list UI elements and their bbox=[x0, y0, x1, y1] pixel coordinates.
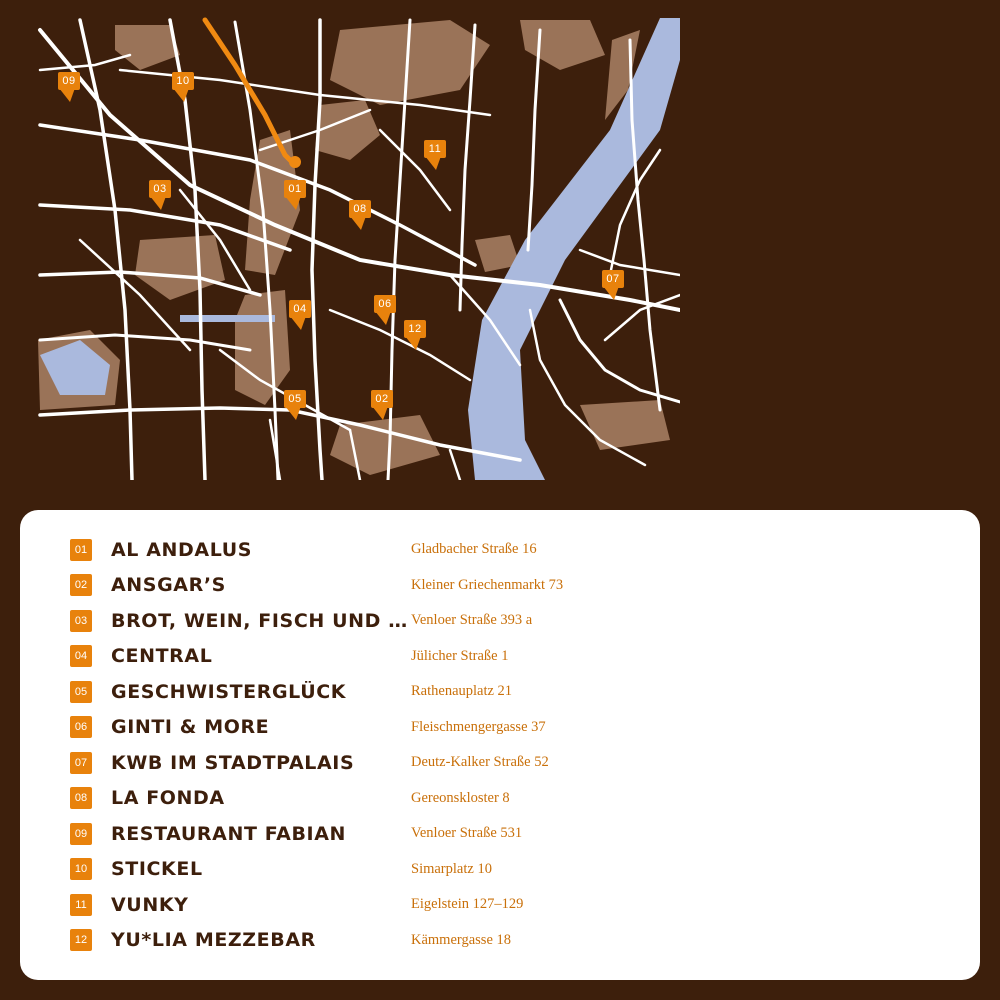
legend-venue-address: Gereonskloster 8 bbox=[411, 789, 510, 806]
map-pin-tail bbox=[372, 406, 388, 420]
map-pin-number: 12 bbox=[408, 323, 422, 335]
legend-venue-name: AL ANDALUS bbox=[111, 538, 253, 561]
map-pin-tail bbox=[375, 311, 391, 325]
map-pin-08[interactable] bbox=[349, 200, 371, 230]
legend-venue-address: Rathenauplatz 21 bbox=[411, 683, 513, 700]
map-pin-number: 11 bbox=[428, 143, 442, 155]
map-pin-number: 05 bbox=[288, 393, 302, 405]
map-pin-tail bbox=[285, 406, 301, 420]
legend-badge: 09 bbox=[70, 823, 92, 845]
map-panel[interactable] bbox=[20, 10, 680, 480]
legend-venue-name: GESCHWISTERGLÜCK bbox=[111, 680, 347, 703]
legend-badge: 12 bbox=[70, 929, 92, 951]
map-pin-05[interactable] bbox=[284, 390, 306, 420]
legend-venue-name: CENTRAL bbox=[111, 645, 213, 668]
legend-badge: 01 bbox=[70, 539, 92, 561]
map-pin-tail bbox=[405, 336, 421, 350]
map-pin-number: 08 bbox=[353, 203, 367, 215]
legend-badge: 11 bbox=[70, 894, 92, 916]
legend-venue-address: Deutz-Kalker Straße 52 bbox=[411, 754, 549, 771]
legend-row[interactable] bbox=[50, 568, 950, 604]
legend-badge: 05 bbox=[70, 681, 92, 703]
legend-badge: 10 bbox=[70, 858, 92, 880]
map-pin-number: 09 bbox=[62, 75, 76, 87]
legend-badge: 08 bbox=[70, 787, 92, 809]
legend-panel bbox=[20, 510, 980, 980]
map-pin-12[interactable] bbox=[404, 320, 426, 350]
legend-venue-name: BROT, WEIN, FISCH UND … bbox=[111, 609, 408, 632]
legend-row[interactable] bbox=[50, 710, 950, 746]
legend-list bbox=[50, 532, 950, 958]
legend-row[interactable] bbox=[50, 852, 950, 888]
map-pin-number: 03 bbox=[153, 183, 167, 195]
legend-row[interactable] bbox=[50, 532, 950, 568]
legend-venue-name: KWB IM STADTPALAIS bbox=[111, 751, 355, 774]
legend-venue-name: STICKEL bbox=[111, 858, 203, 881]
map-pin-02[interactable] bbox=[371, 390, 393, 420]
legend-row[interactable] bbox=[50, 674, 950, 710]
legend-venue-address: Venloer Straße 393 a bbox=[411, 612, 533, 629]
legend-row[interactable] bbox=[50, 887, 950, 923]
legend-venue-address: Gladbacher Straße 16 bbox=[411, 541, 537, 558]
map-pin-03[interactable] bbox=[149, 180, 171, 210]
legend-badge: 02 bbox=[70, 574, 92, 596]
legend-venue-address: Venloer Straße 531 bbox=[411, 825, 523, 842]
legend-badge: 06 bbox=[70, 716, 92, 738]
legend-row[interactable] bbox=[50, 639, 950, 675]
map-pin-11[interactable] bbox=[424, 140, 446, 170]
legend-venue-address: Jülicher Straße 1 bbox=[411, 647, 509, 664]
legend-row[interactable] bbox=[50, 603, 950, 639]
map-canvas bbox=[20, 10, 680, 480]
map-pin-number: 10 bbox=[176, 75, 190, 87]
legend-venue-name: VUNKY bbox=[111, 893, 189, 916]
map-pin-tail bbox=[173, 88, 189, 102]
map-pin-tail bbox=[290, 316, 306, 330]
map-pin-01[interactable] bbox=[284, 180, 306, 210]
map-pin-tail bbox=[350, 216, 366, 230]
map-pin-06[interactable] bbox=[374, 295, 396, 325]
map-pin-tail bbox=[603, 286, 619, 300]
legend-venue-address: Eigelstein 127–129 bbox=[411, 896, 524, 913]
legend-venue-address: Kleiner Griechenmarkt 73 bbox=[411, 576, 564, 593]
legend-venue-name: ANSGAR’S bbox=[111, 574, 226, 597]
map-pin-number: 06 bbox=[378, 298, 392, 310]
map-pin-tail bbox=[425, 156, 441, 170]
map-pin-number: 04 bbox=[293, 303, 307, 315]
map-pin-10[interactable] bbox=[172, 72, 194, 102]
legend-venue-name: LA FONDA bbox=[111, 787, 225, 810]
map-pin-09[interactable] bbox=[58, 72, 80, 102]
map-pin-number: 07 bbox=[606, 273, 620, 285]
legend-venue-name: YU*LIA MEZZEBAR bbox=[111, 929, 316, 952]
legend-badge: 03 bbox=[70, 610, 92, 632]
map-pin-number: 02 bbox=[375, 393, 389, 405]
legend-row[interactable] bbox=[50, 816, 950, 852]
map-pin-tail bbox=[59, 88, 75, 102]
map-pin-number: 01 bbox=[288, 183, 302, 195]
legend-venue-address: Kämmergasse 18 bbox=[411, 931, 511, 948]
legend-row[interactable] bbox=[50, 781, 950, 817]
legend-venue-name: GINTI & MORE bbox=[111, 716, 270, 739]
legend-row[interactable] bbox=[50, 745, 950, 781]
legend-row[interactable] bbox=[50, 923, 950, 959]
legend-badge: 04 bbox=[70, 645, 92, 667]
legend-venue-address: Simarplatz 10 bbox=[411, 860, 492, 877]
map-pin-04[interactable] bbox=[289, 300, 311, 330]
map-pin-tail bbox=[285, 196, 301, 210]
map-pin-07[interactable] bbox=[602, 270, 624, 300]
legend-badge: 07 bbox=[70, 752, 92, 774]
map-pin-tail bbox=[150, 196, 166, 210]
legend-venue-name: RESTAURANT FABIAN bbox=[111, 822, 346, 845]
legend-venue-address: Fleischmengergasse 37 bbox=[411, 718, 546, 735]
